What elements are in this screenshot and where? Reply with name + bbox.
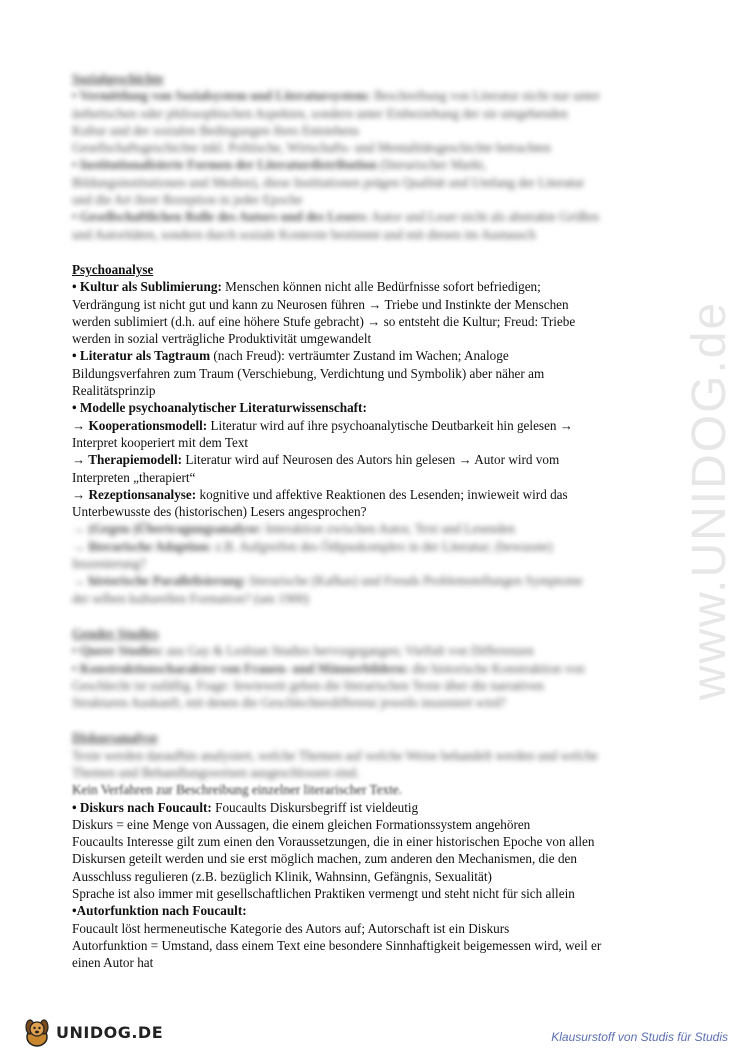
footer-slogan: Klausurstoff von Studis für Studis [551,1030,728,1044]
section-sozialgeschichte: Sozialgeschichte • Vermittlung von Sozialsystem und Literatursystem: Beschreibung von Literatur nicht nur unter ästhetischen oder philosophischen Aspekten, sondern unter Einbeziehung der sie umgebenden Kultur und der sozialen Bedingungen ihres Entstehens Gesellschaftsgeschichte inkl. Politische, Wirtschafts- und Mentalitätsgeschichte betrachten • Institutionalisierte Formen der Literaturdistribution (literarischer Markt, Bildungsinstitutionen und Medien), diese Institutionen prägen Qualität und Umfang der Literatur und die Art ihrer Rezeption in jeder Epoche • Gesellschaftlichen Rolle des Autors und des Lesers: Autor und Leser nicht als abstrakte Größen und Autoritäten, sondern durch soziale Kontexte bestimmt und mit diesen im Austausch [72,70,682,243]
section-title: Sozialgeschichte [72,71,164,86]
dog-icon [22,1015,52,1049]
section-gender-studies: Gender Studies • Queer Studies: aus Gay & Lesbian Studies hervorgegangen; Vielfalt von Differenzen • Konstruktionscharakter von Frauen- und Männerbildern: die historische Konstruktion von Geschlecht ist zufällig. Frage: Inwieweit geben die literarischen Texte über die narrativen Strukturen Auskunft, mit denen die Geschlechterdifferenz jeweils inszeniert wird? [72,625,682,711]
section-title: Gender Studies [72,625,159,641]
section-title: Diskursanalyse [72,730,158,746]
blurred-models: → (Gegen-)Übertragungsanalyse: Interaktion zwischen Autor, Text und Lesenden → literarische Adaption: z.B. Aufgreifen des Ödipuskomplex in der Literatur; (bewusste) Inszenierung? → historische Parallelisierung: literarische (Kafkas) und Freuds Problemstellungen Symptome der selben kulturellen Formation? (um 1900) [72,521,583,606]
section-psychoanalyse: Psychoanalyse • Kultur als Sublimierung: Menschen können nicht alle Bedürfnisse sofort befriedigen; Verdrängung ist nicht gut und kann zu Neurosen führen → Triebe und Instinkte der Menschen werden sublimiert (d.h. auf eine höhere Stufe gebracht) → so entsteht die Kultur; Freud: Triebe werden in sozial verträgliche Produktivität umgewandelt • Literatur als Tagtraum (nach Freud): verträumter Zustand im Wachen; Analoge Bildungsverfahren zum Traum (Verschiebung, Verdichtung und Symbolik) aber näher am Realitätsprinzip • Modelle psychoanalytischer Literaturwissenschaft: → Kooperationsmodell: Literatur wird auf ihre psychoanalytische Deutbarkeit hin gelesen → Interpret kooperiert mit dem Text → Therapiemodell: Literatur wird auf Neurosen des Autors hin gelesen → Autor wird vom Interpreten „therapiert“ → Rezeptionsanalyse: kognitive und affektive Reaktionen des Lesenden; inwieweit wird das Unterbewusste des (historischen) Lesers angesprochen? → (Gegen-)Übertragungsanalyse: Interaktion zwischen Autor, Text und Lesenden → literarische Adaption: z.B. Aufgreifen des Ödipuskomplex in der Literatur; (bewusste) Inszenierung? → historische Parallelisierung: literarische (Kafkas) und Freuds Problemstellungen Symptome der selben kulturellen Formation? (um 1900) [72,261,682,607]
section-title: Psychoanalyse [72,261,154,277]
watermark-text: www.UNIDOG.de [683,300,737,700]
document-page [72,70,682,972]
logo-text: UNIDOG.DE [56,1022,164,1042]
section-diskursanalyse: Diskursanalyse Texte werden daraufhin analysiert, welche Themen auf welche Weise behandelt werden und welche Themen und Behandlungsweisen ausgeschlossen sind. Kein Verfahren zur Beschreibung einzelner literarischer Texte. • Diskurs nach Foucault: Foucaults Diskursbegriff ist vieldeutig Diskurs = eine Menge von Aussagen, die einem gleichen Formationssystem angehören Foucaults Interesse gilt zum einen den Voraussetzungen, die in einer historischen Epoche von allen Diskursen geteilt werden und sie erst möglich machen, zum anderen den Mechanismen, die den Ausschluss regulieren (z.B. bezüglich Klinik, Wahnsinn, Gefängnis, Sexualität) Sprache ist also immer mit gesellschaftlichen Praktiken vermengt und steht nicht für sich allein •Autorfunktion nach Foucault: Foucault löst hermeneutische Kategorie des Autors auf; Autorschaft ist ein Diskurs Autorfunktion = Umstand, dass einem Text eine besondere Sinnhaftigkeit beigemessen wird, weil er einen Autor hat [72,729,682,971]
unidog-logo [22,1012,163,1052]
watermark [680,260,740,740]
